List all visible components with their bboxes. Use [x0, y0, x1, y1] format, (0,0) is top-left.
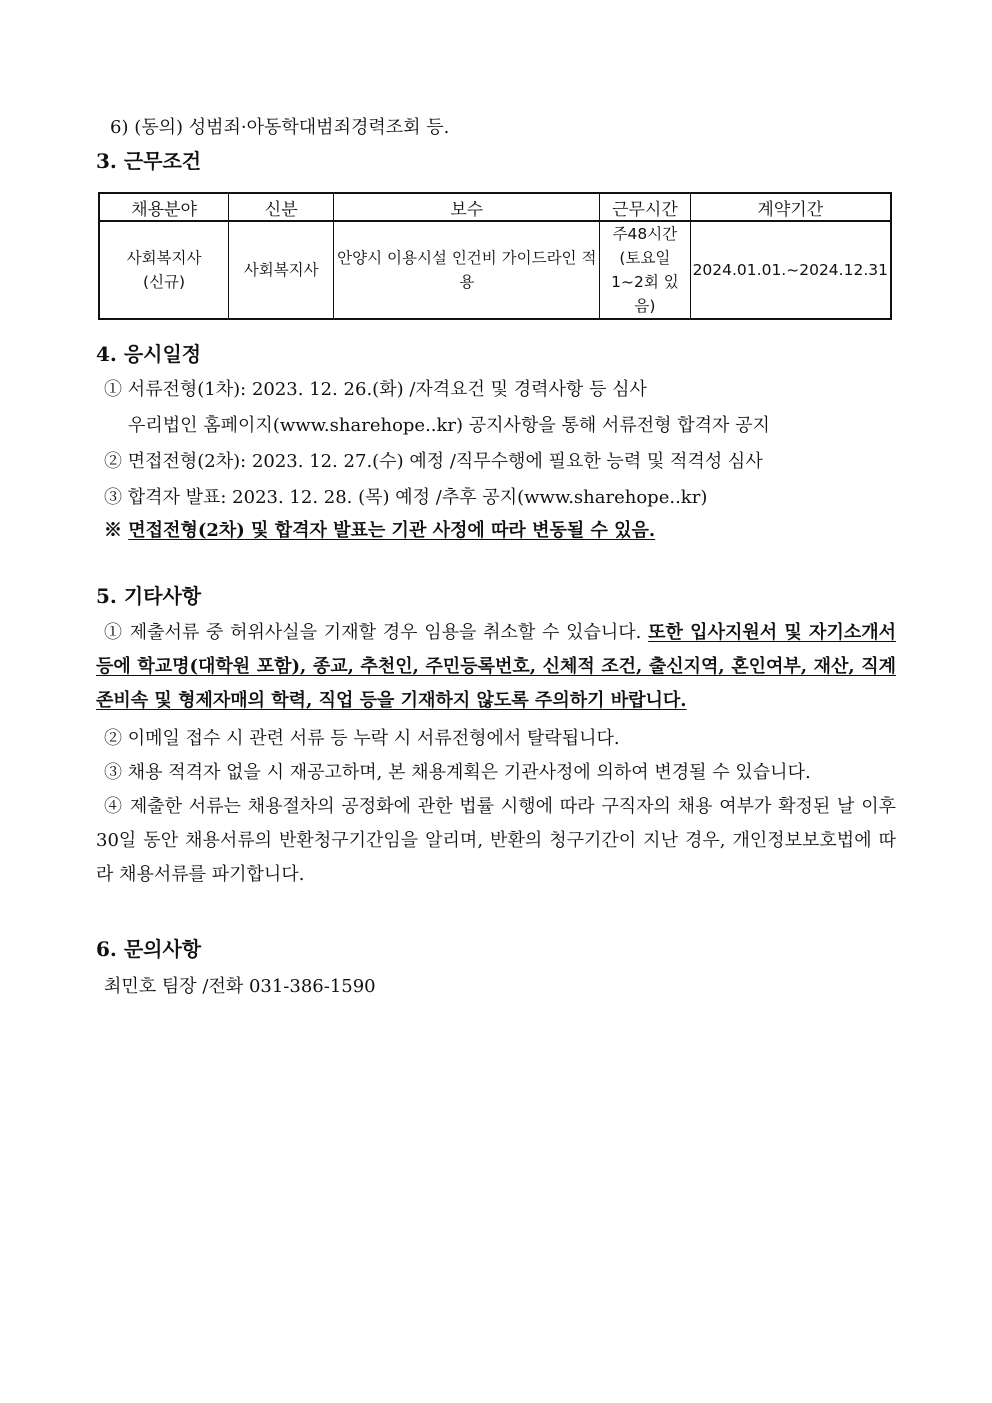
work-conditions-table [98, 192, 892, 320]
note-text: 면접전형(2차) 및 합격자 발표는 기관 사정에 따라 변동될 수 있음. [128, 520, 656, 541]
misc-item-1 [96, 616, 896, 718]
misc-item-3: ③ 채용 적격자 없을 시 재공고하며, 본 채용계획은 기관사정에 의하여 변경될 수 있습니다. [104, 762, 811, 783]
section-6-title: 6. 문의사항 [96, 937, 202, 961]
header-status: 신분 [229, 193, 334, 221]
misc-item-1-plain: ① 제출서류 중 허위사실을 기재할 경우 임용을 취소할 수 있습니다. [104, 622, 649, 643]
header-hours: 근무시간 [600, 193, 690, 221]
misc-item-2: ② 이메일 접수 시 관련 서류 등 누락 시 서류전형에서 탈락됩니다. [104, 728, 620, 749]
cell-status: 사회복지사 [229, 221, 334, 319]
contact-info: 최민호 팀장 /전화 031-386-1590 [104, 976, 376, 997]
schedule-note [104, 519, 655, 543]
cell-field-line1: 사회복지사 [126, 249, 202, 267]
table-row [99, 221, 891, 319]
cell-hours-line1: 주48시간 [612, 225, 678, 243]
cell-period: 2024.01.01.~2024.12.31 [690, 221, 891, 319]
schedule-item-3: ③ 합격자 발표: 2023. 12. 28. (목) 예정 /추후 공지(www.sharehope..kr) [104, 487, 708, 508]
header-field: 채용분야 [99, 193, 229, 221]
schedule-item-1-sub: 우리법인 홈페이지(www.sharehope..kr) 공지사항을 통해 서류전형 합격자 공지 [128, 415, 770, 436]
schedule-item-2: ② 면접전형(2차): 2023. 12. 27.(수) 예정 /직무수행에 필요한 능력 및 적격성 심사 [104, 451, 763, 472]
note-mark: ※ [104, 520, 129, 541]
cell-field [99, 221, 229, 319]
header-pay: 보수 [334, 193, 600, 221]
cell-hours [600, 221, 690, 319]
cell-hours-line3: 1~2회 있음) [611, 273, 679, 315]
cell-pay: 안양시 이용시설 인건비 가이드라인 적용 [334, 221, 600, 319]
header-period: 계약기간 [690, 193, 891, 221]
cell-hours-line2: (토요일 [619, 249, 671, 267]
misc-item-1-bold: 또한 입사지원서 및 자기소개서 등에 학교명(대학원 포함), 종교, 추천인, 주민등록번호, 신체적 조건, 출신지역, 혼인여부, 재산, 직계존비속 및 형제자매의 학력, 직업 등을 기재하지 않도록 주의하기 바랍니다. [96, 622, 896, 711]
table-header-row [99, 193, 891, 221]
misc-item-4: ④ 제출한 서류는 채용절차의 공정화에 관한 법률 시행에 따라 구직자의 채용 여부가 확정된 날 이후 30일 동안 채용서류의 반환청구기간임을 알리며, 반환의 청구기간이 지난 경우, 개인정보보호법에 따라 채용서류를 파기합니다. [96, 796, 896, 885]
consent-check-item: 6) (동의) 성범죄·아동학대범죄경력조회 등. [110, 117, 450, 138]
section-3-title: 3. 근무조건 [96, 149, 202, 173]
section-5-title: 5. 기타사항 [96, 584, 202, 608]
section-4-title: 4. 응시일정 [96, 342, 202, 366]
cell-field-line2: (신규) [143, 273, 186, 291]
schedule-item-1: ① 서류전형(1차): 2023. 12. 26.(화) /자격요건 및 경력사항 등 심사 [104, 379, 647, 400]
